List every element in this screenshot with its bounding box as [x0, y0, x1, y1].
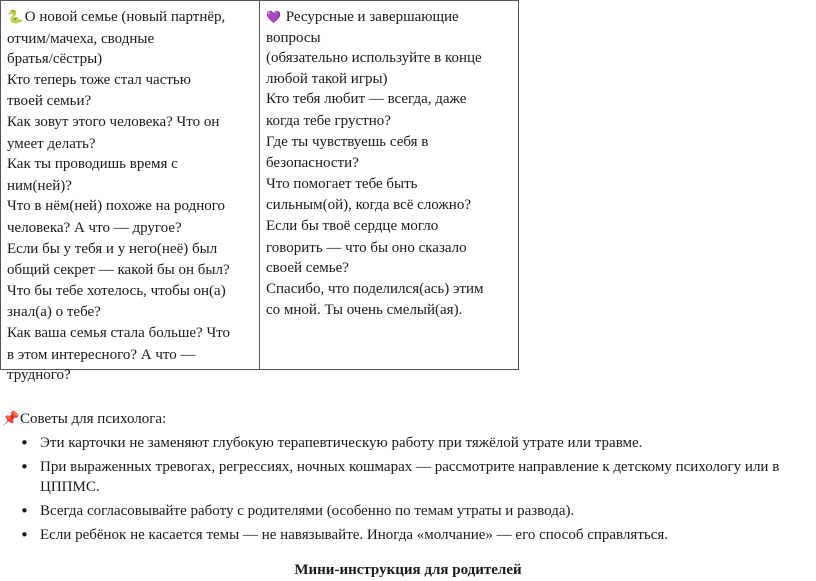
question-table: [0, 0, 519, 384]
tips-heading: 📌Советы для психолога:: [0, 409, 816, 430]
left-line: ним(ней)?: [7, 177, 72, 194]
left-column-new-family: [1, 1, 260, 384]
left-line: человека? А что — другое?: [7, 219, 182, 236]
left-line: трудного?: [7, 367, 71, 384]
right-question-line: Если бы твоё сердце могло: [266, 217, 439, 234]
left-line: знал(а) о тебе?: [7, 304, 101, 321]
right-title-line: 💜 Ресурсные и завершающие: [266, 7, 514, 28]
left-question-line: Что бы тебе хотелось, чтобы он(а): [7, 282, 226, 299]
psychologist-tips: [0, 409, 816, 550]
right-question-line: Где ты чувствуешь себя в: [266, 133, 429, 150]
left-question-line: Как ваша семья стала больше? Что: [7, 324, 231, 341]
right-column-resources: [260, 1, 518, 369]
right-line: вопросы: [266, 29, 321, 46]
tip-item: • Всегда согласовывайте работу с родителями (особенно по темам утраты и развода).: [0, 501, 816, 522]
right-line: говорить — что бы оно сказало: [266, 239, 467, 256]
right-question-line: Что помогает тебе быть: [266, 175, 418, 192]
left-line: братья/сёстры): [7, 51, 103, 68]
left-question-line: Как ты проводишь время с: [7, 156, 178, 173]
left-line: в этом интересного? А что —: [7, 346, 196, 363]
left-line: твоей семьи?: [7, 93, 92, 110]
right-line: безопасности?: [266, 155, 359, 172]
tip-item: • Если ребёнок не касается темы — не навязывайте. Иногда «молчание» — его способ справляться.: [0, 525, 816, 546]
right-question-line: Спасибо, что поделился(ась) этим: [266, 280, 484, 297]
snake-icon: 🐍: [7, 10, 24, 25]
left-question-line: Как зовут этого человека? Что он: [7, 113, 220, 130]
right-line: своей семье?: [266, 260, 349, 277]
right-line: со мной. Ты очень смелый(ая).: [266, 302, 463, 319]
left-question-line: Что в нём(ней) похоже на родного: [7, 198, 226, 215]
left-line: общий секрет — какой бы он был?: [7, 262, 230, 279]
tip-item: • При выраженных тревогах, регрессиях, ночных кошмарах — рассмотрите направление к детскому психологу или в ЦППМС.: [0, 457, 816, 498]
right-line: когда тебе грустно?: [266, 112, 391, 129]
left-line: отчим/мачеха, сводные: [7, 30, 155, 47]
left-question-line: Если бы у тебя и у него(неё) был: [7, 240, 218, 257]
heart-icon: 💜: [266, 10, 281, 24]
left-question-line: Кто теперь тоже стал частью: [7, 71, 191, 88]
right-line: любой такой игры): [266, 70, 388, 87]
right-question-line: Кто тебя любит — всегда, даже: [266, 91, 467, 108]
left-line: умеет делать?: [7, 135, 96, 152]
tips-list: [0, 433, 816, 546]
pushpin-icon: 📌: [2, 411, 20, 427]
parents-instruction-title: Мини-инструкция для родителей: [294, 562, 522, 578]
right-line: сильным(ой), когда всё сложно?: [266, 197, 471, 214]
right-line: (обязательно используйте в конце: [266, 50, 482, 67]
left-title-line: 🐍 О новой семье (новый партнёр,: [7, 7, 255, 29]
tip-item: • Эти карточки не заменяют глубокую терапевтическую работу при тяжёлой утрате или травме.: [0, 433, 816, 454]
